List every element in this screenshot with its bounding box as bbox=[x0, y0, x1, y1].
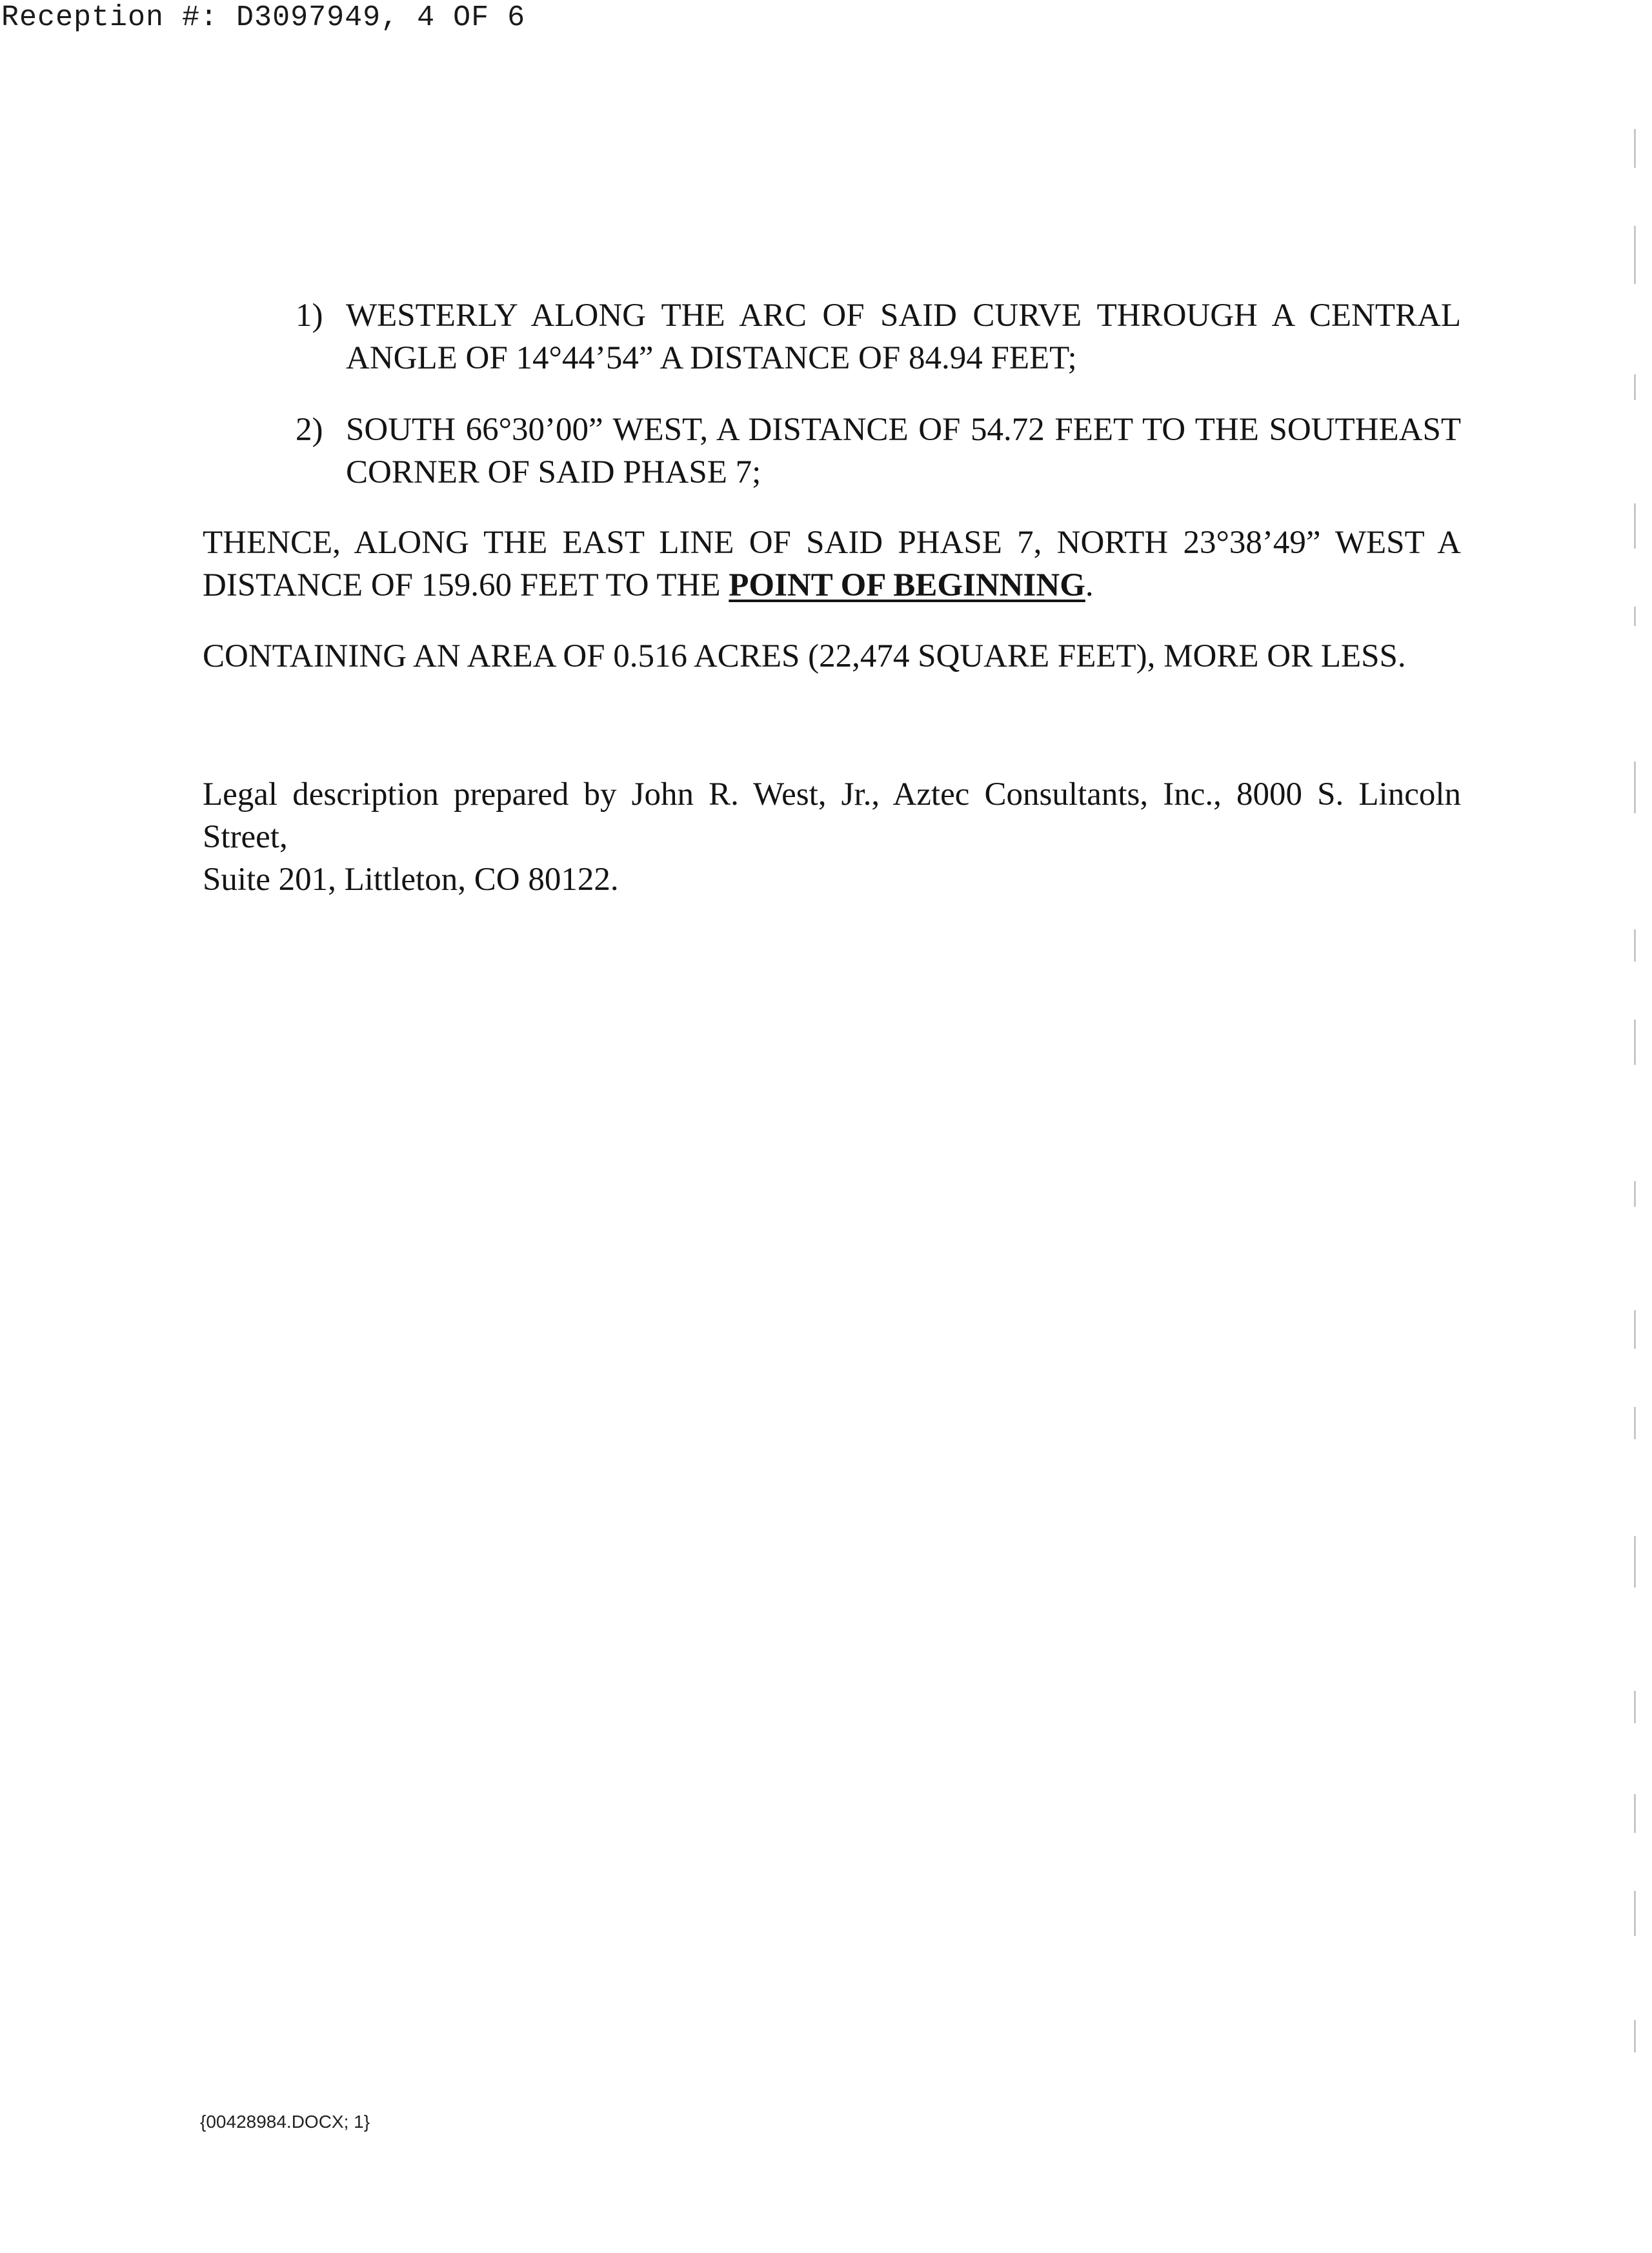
thence-line-2 bbox=[203, 564, 1461, 607]
list-item-number: 1) bbox=[296, 298, 323, 334]
list-item-line: ANGLE OF 14°44’54” A DISTANCE OF 84.94 FEET; bbox=[346, 340, 1077, 376]
list-item-number: 2) bbox=[296, 412, 323, 448]
list-item-1 bbox=[296, 294, 1461, 379]
document-footer-id: {00428984.DOCX; 1} bbox=[200, 2112, 370, 2132]
prepared-by-line-2: Suite 201, Littleton, CO 80122. bbox=[203, 862, 619, 898]
list-item-line: SOUTH 66°30’00” WEST, A DISTANCE OF 54.72 FEET TO THE SOUTHEAST bbox=[346, 412, 1461, 448]
containing-text: CONTAINING AN AREA OF 0.516 ACRES (22,474 SQUARE FEET), MORE OR LESS. bbox=[203, 638, 1406, 674]
containing-paragraph bbox=[203, 635, 1461, 678]
thence-line2-suffix: . bbox=[1085, 567, 1094, 603]
list-item-line: CORNER OF SAID PHASE 7; bbox=[346, 454, 761, 490]
thence-line2-prefix: DISTANCE OF 159.60 FEET TO THE bbox=[203, 567, 729, 603]
reception-number-header: Reception #: D3097949, 4 OF 6 bbox=[1, 1, 526, 34]
thence-paragraph bbox=[203, 521, 1461, 607]
prepared-by-paragraph bbox=[203, 773, 1461, 901]
point-of-beginning-text: POINT OF BEGINNING bbox=[729, 567, 1085, 603]
list-item-line: WESTERLY ALONG THE ARC OF SAID CURVE THROUGH A CENTRAL bbox=[346, 298, 1461, 334]
prepared-by-line: Legal description prepared by John R. West, Jr., Aztec Consultants, Inc., 8000 S. Lincoln Street, bbox=[203, 776, 1461, 855]
list-item-2 bbox=[296, 409, 1461, 494]
thence-line: THENCE, ALONG THE EAST LINE OF SAID PHASE 7, NORTH 23°38’49” WEST A bbox=[203, 525, 1461, 561]
scan-edge-marks bbox=[1634, 116, 1638, 2117]
